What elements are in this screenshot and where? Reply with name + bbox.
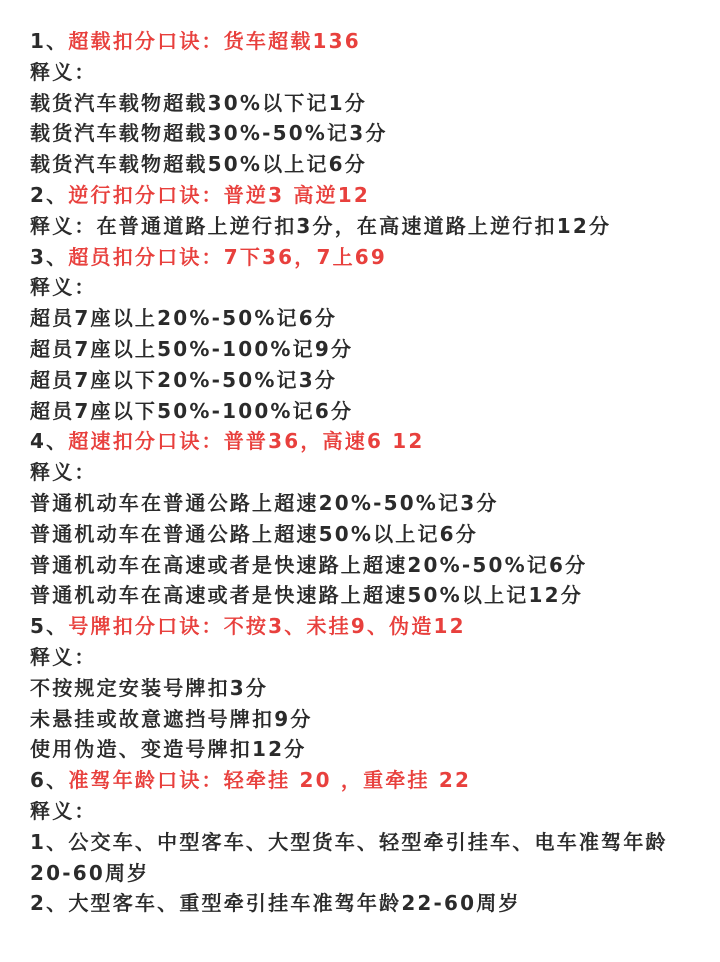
section-1-line: 载货汽车载物超载30%-50%记3分	[30, 121, 388, 146]
section-number: 5、	[30, 614, 69, 639]
section-title: 超员扣分口诀：7下36，7上69	[68, 244, 388, 269]
section-2-label: 释义：在普通道路上逆行扣3分，在高速道路上逆行扣12分	[30, 213, 612, 238]
section-1-heading	[30, 26, 690, 57]
section-title: 逆行扣分口诀：普逆3 高逆12	[68, 182, 371, 207]
section-3-line: 超员7座以上50%-100%记9分	[30, 336, 354, 361]
section-1-line: 载货汽车载物超载30%以下记1分	[30, 90, 367, 115]
section-5-label: 释义：	[30, 644, 97, 669]
section-6-line: 1、公交车、中型客车、大型货车、轻型牵引挂车、电车准驾年龄20-60周岁	[30, 829, 668, 885]
section-title: 准驾年龄口诀：轻牵挂 20 ，重牵挂 22	[68, 768, 472, 793]
section-4-label: 释义：	[30, 460, 97, 485]
section-number: 6、	[30, 768, 69, 793]
section-6-label: 释义：	[30, 798, 97, 823]
section-1-line: 载货汽车载物超载50%以上记6分	[30, 152, 367, 177]
section-title: 号牌扣分口诀：不按3、未挂9、伪造12	[68, 614, 466, 639]
section-3-line: 超员7座以下50%-100%记6分	[30, 398, 354, 423]
section-3-label: 释义：	[30, 275, 97, 300]
section-4-line: 普通机动车在高速或者是快速路上超速20%-50%记6分	[30, 552, 588, 577]
section-5-heading	[30, 611, 690, 642]
section-title: 超速扣分口诀：普普36，高速6 12	[68, 429, 425, 454]
section-number: 2、	[30, 182, 69, 207]
section-3-line: 超员7座以上20%-50%记6分	[30, 306, 338, 331]
section-4-line: 普通机动车在普通公路上超速50%以上记6分	[30, 521, 478, 546]
section-2-heading	[30, 180, 690, 211]
section-number: 4、	[30, 429, 69, 454]
section-1-label: 释义：	[30, 59, 97, 84]
section-5-line: 使用伪造、变造号牌扣12分	[30, 737, 307, 762]
section-5-line: 未悬挂或故意遮挡号牌扣9分	[30, 706, 313, 731]
section-number: 1、	[30, 29, 69, 53]
section-4-line: 普通机动车在高速或者是快速路上超速50%以上记12分	[30, 583, 583, 608]
document-body	[30, 26, 690, 919]
section-number: 3、	[30, 244, 69, 269]
section-3-heading	[30, 242, 690, 273]
section-4-line: 普通机动车在普通公路上超速20%-50%记3分	[30, 490, 499, 515]
section-5-line: 不按规定安装号牌扣3分	[30, 675, 269, 700]
section-6-line: 2、大型客车、重型牵引挂车准驾年龄22-60周岁	[30, 891, 521, 916]
section-6-heading	[30, 765, 690, 796]
section-4-heading	[30, 426, 690, 457]
section-title: 超载扣分口诀：货车超载136	[68, 29, 361, 53]
section-3-line: 超员7座以下20%-50%记3分	[30, 367, 338, 392]
